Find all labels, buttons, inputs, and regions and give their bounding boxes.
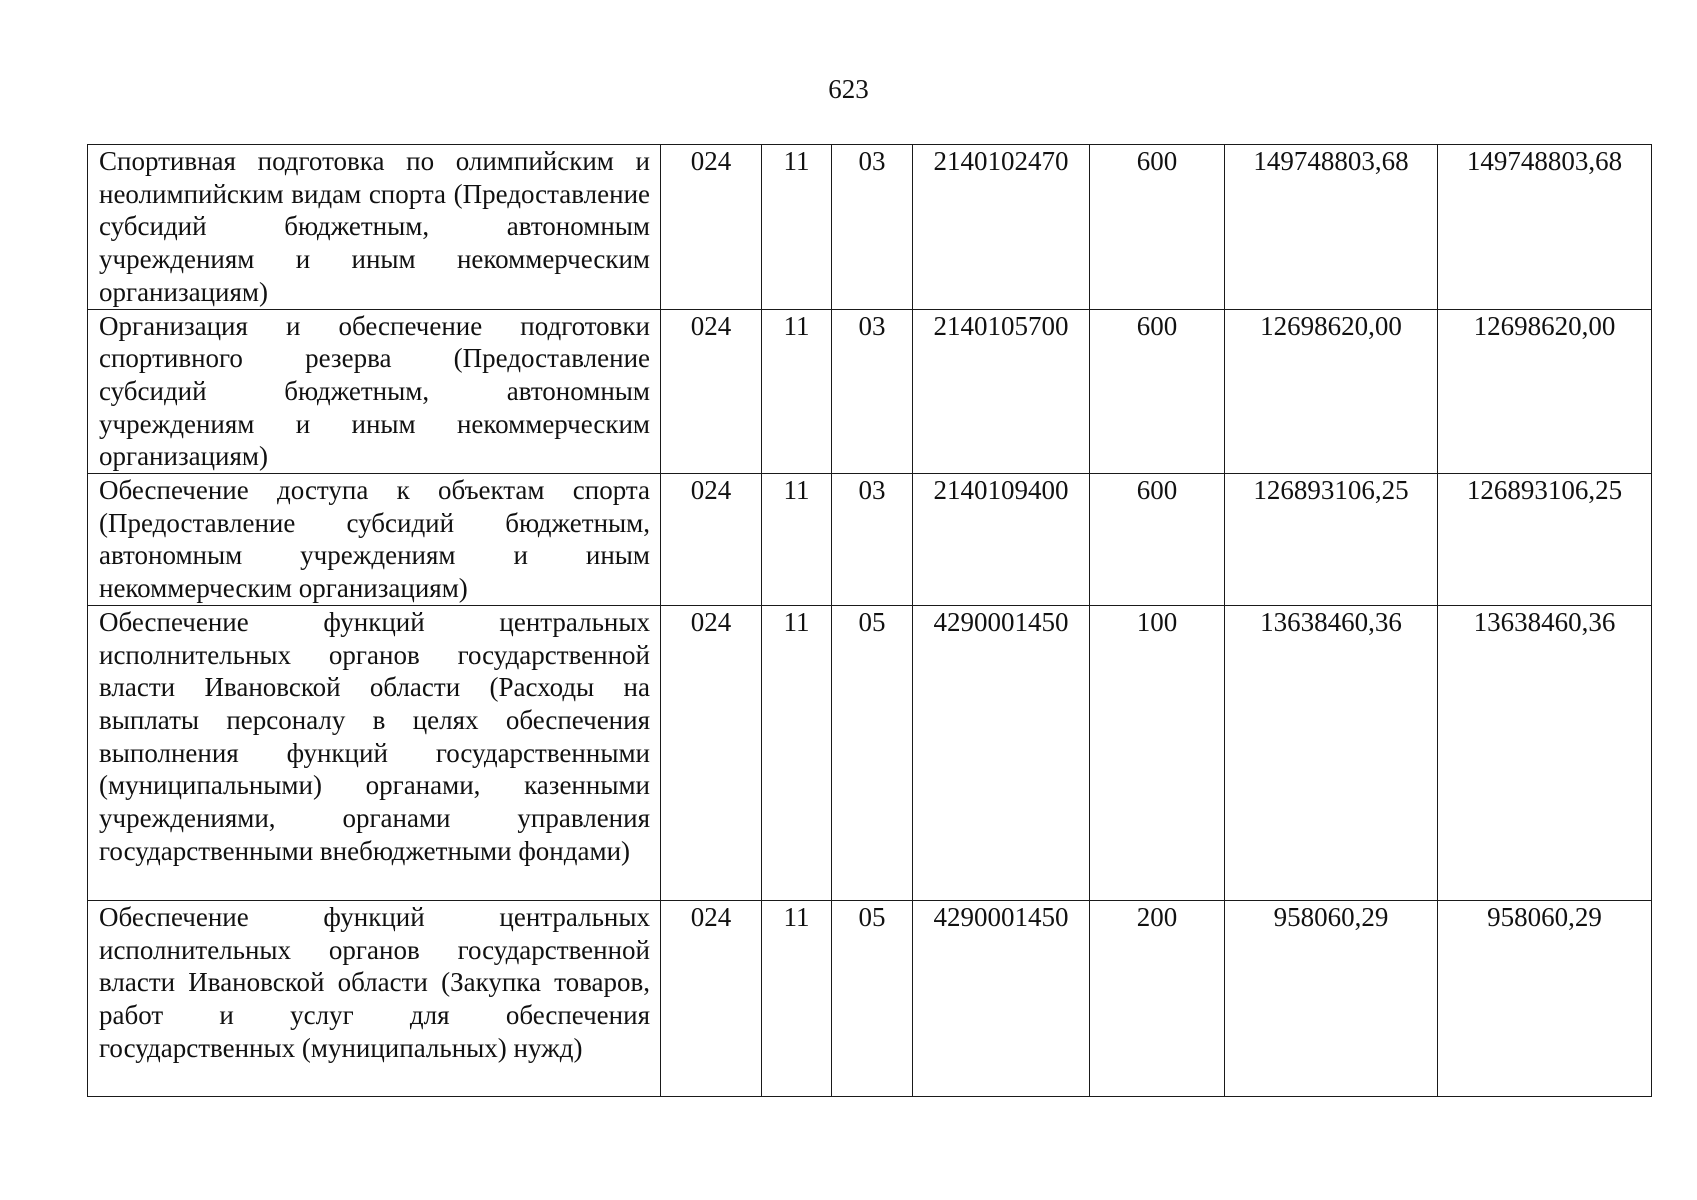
amount-1-cell: 13638460,36	[1225, 605, 1438, 900]
amount-2-cell: 12698620,00	[1438, 309, 1652, 474]
admin-code-cell: 024	[661, 309, 762, 474]
section-cell: 11	[762, 309, 832, 474]
expense-type-cell: 600	[1090, 474, 1225, 606]
budget-table	[87, 144, 1652, 1097]
table-body	[88, 145, 1652, 1097]
table-row	[88, 309, 1652, 474]
description-text: Обеспечение доступа к объектам спорта (Предоставление субсидий бюджетным, автономным учреждениям и иным некоммерческим организациям)	[99, 475, 650, 604]
amount-2-cell: 958060,29	[1438, 900, 1652, 1096]
table-row	[88, 474, 1652, 606]
subsection-cell: 05	[832, 605, 913, 900]
target-article-cell: 2140109400	[913, 474, 1090, 606]
subsection-cell: 03	[832, 309, 913, 474]
description-text: Обеспечение функций центральных исполнительных органов государственной власти Ивановской области (Закупка товаров, работ и услуг для обеспечения государственных (муниципальных) нужд)	[99, 901, 650, 1063]
section-cell: 11	[762, 145, 832, 310]
description-text: Спортивная подготовка по олимпийским и неолимпийским видам спорта (Предоставление субсидий бюджетным, автономным учреждениям и иным некоммерческим организациям)	[99, 146, 650, 307]
amount-2-cell: 13638460,36	[1438, 605, 1652, 900]
amount-1-cell: 149748803,68	[1225, 145, 1438, 310]
target-article-cell: 4290001450	[913, 900, 1090, 1096]
amount-1-cell: 958060,29	[1225, 900, 1438, 1096]
description-cell	[88, 474, 661, 606]
section-cell: 11	[762, 474, 832, 606]
amount-2-cell: 149748803,68	[1438, 145, 1652, 310]
admin-code-cell: 024	[661, 145, 762, 310]
section-cell: 11	[762, 605, 832, 900]
subsection-cell: 03	[832, 145, 913, 310]
expense-type-cell: 200	[1090, 900, 1225, 1096]
table-row	[88, 900, 1652, 1096]
section-cell: 11	[762, 900, 832, 1096]
description-cell	[88, 145, 661, 310]
expense-type-cell: 100	[1090, 605, 1225, 900]
admin-code-cell: 024	[661, 474, 762, 606]
target-article-cell: 2140102470	[913, 145, 1090, 310]
page-number: 623	[828, 74, 869, 104]
table-row	[88, 605, 1652, 900]
description-cell	[88, 605, 661, 900]
expense-type-cell: 600	[1090, 309, 1225, 474]
description-cell	[88, 309, 661, 474]
expense-type-cell: 600	[1090, 145, 1225, 310]
amount-1-cell: 126893106,25	[1225, 474, 1438, 606]
amount-2-cell: 126893106,25	[1438, 474, 1652, 606]
description-text: Обеспечение функций центральных исполнительных органов государственной власти Ивановской области (Расходы на выплаты персоналу в целях обеспечения выполнения функций государственными (муниципальными) органами, казенными учреждениями, органами управления государственными внебюджетными фондами)	[99, 606, 650, 866]
description-cell	[88, 900, 661, 1096]
subsection-cell: 05	[832, 900, 913, 1096]
table-row	[88, 145, 1652, 310]
admin-code-cell: 024	[661, 900, 762, 1096]
target-article-cell: 2140105700	[913, 309, 1090, 474]
amount-1-cell: 12698620,00	[1225, 309, 1438, 474]
admin-code-cell: 024	[661, 605, 762, 900]
target-article-cell: 4290001450	[913, 605, 1090, 900]
subsection-cell: 03	[832, 474, 913, 606]
description-text: Организация и обеспечение подготовки спортивного резерва (Предоставление субсидий бюджетным, автономным учреждениям и иным некоммерческим организациям)	[99, 310, 650, 472]
